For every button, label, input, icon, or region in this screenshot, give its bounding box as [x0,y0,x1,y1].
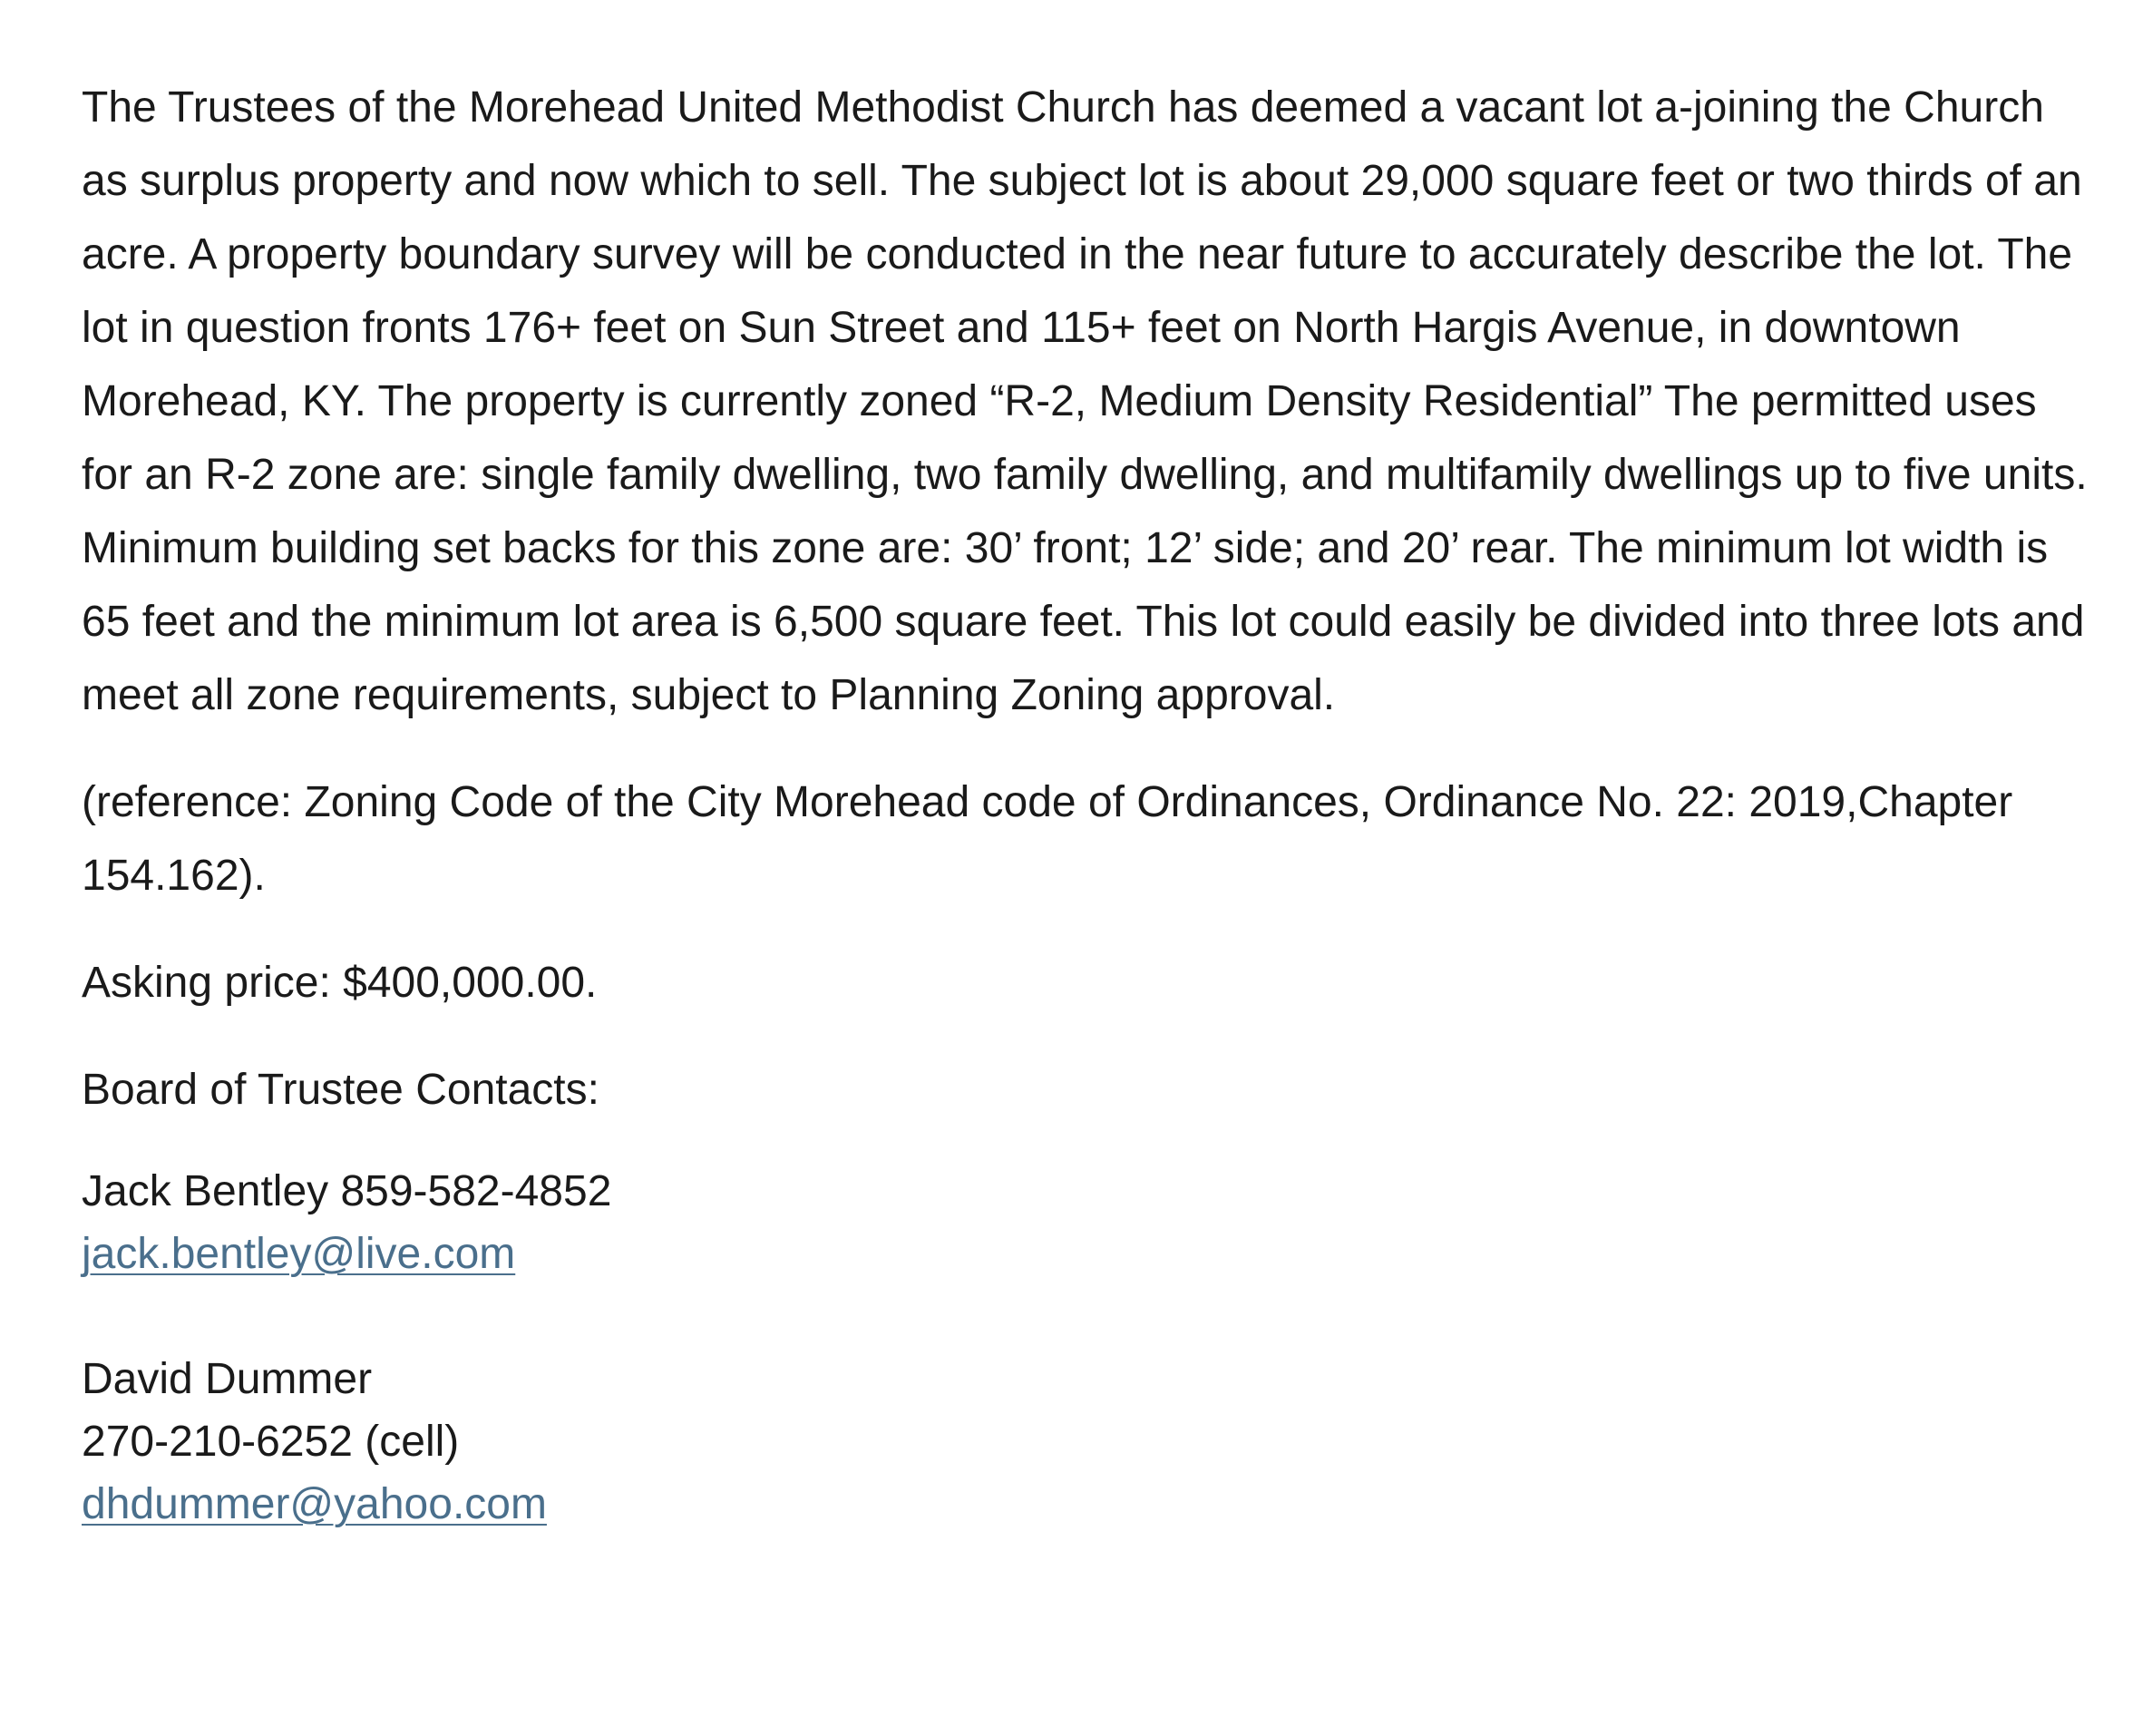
email-link[interactable]: jack.bentley@live.com [82,1230,516,1278]
contact-david-dummer [82,1348,2095,1536]
contact-spacer [82,1285,2095,1348]
email-link[interactable]: dhdummer@yahoo.com [82,1480,547,1528]
document-body [82,71,2095,1536]
asking-price: Asking price: $400,000.00. [82,959,598,1007]
property-description-paragraph: The Trustees of the Morehead United Methodist Church has deemed a vacant lot a-joining the Church as surplus property and now which to sell. The subject lot is about 29,000 square feet or two thirds of an acre. A property boundary survey will be conducted in the near future to accurately describe the lot. The lot in question fronts 176+ feet on Sun Street and 115+ feet on North Hargis Avenue, in downtown Morehead, KY. The property is currently zoned “R-2, Medium Density Residential” The permitted uses for an R-2 zone are: single family dwelling, two family dwelling, and multifamily dwellings up to five units. Minimum building set backs for this zone are: 30’ front; 12’ side; and 20’ rear. The minimum lot width is 65 feet and the minimum lot area is 6,500 square feet. This lot could easily be divided into three lots and meet all zone requirements, subject to Planning Zoning approval. [82,83,2088,719]
contact-phone: 270-210-6252 (cell) [82,1418,460,1466]
contacts-heading: Board of Trustee Contacts: [82,1066,599,1114]
contact-name-phone: Jack Bentley 859-582-4852 [82,1167,612,1215]
zoning-reference-paragraph: (reference: Zoning Code of the City Morehead code of Ordinances, Ordinance No. 22: 2019,Chapter 154.162). [82,778,2013,900]
contact-jack-bentley [82,1160,2095,1285]
contact-name: David Dummer [82,1355,373,1403]
